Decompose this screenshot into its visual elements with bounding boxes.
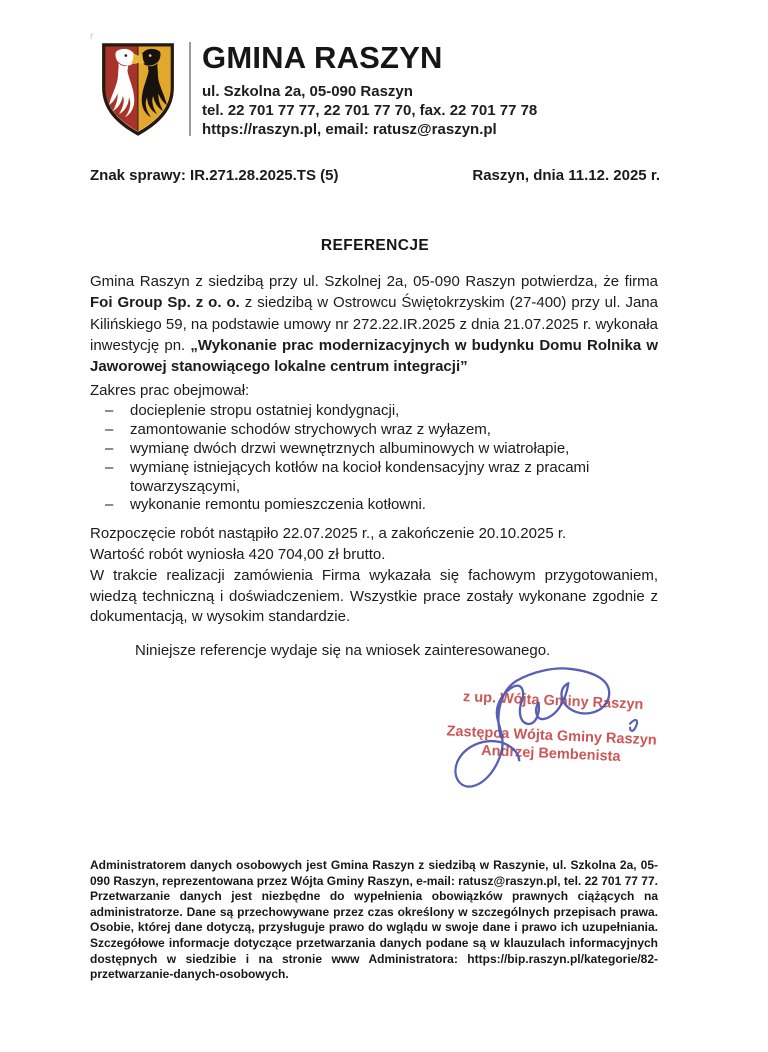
dates-line: Rozpoczęcie robót nastąpiło 22.07.2025 r., a zakończenie 20.10.2025 r.	[90, 525, 567, 543]
signature-ink-icon	[446, 659, 658, 801]
text-segment: „Wykonanie prac modernizacyjnych w budynku Domu Rolnika w Jaworowej stanowiącego lokalne centrum integracji”	[90, 336, 658, 376]
body-paragraph-1	[90, 271, 658, 377]
scope-list-item	[90, 421, 658, 440]
place-date: Raszyn, dnia 11.12. 2025 r.	[472, 167, 660, 184]
scan-artifact	[89, 32, 98, 41]
gmina-raszyn-crest-icon	[100, 40, 176, 138]
body-paragraph-2	[90, 524, 658, 628]
text-segment: Foi Group Sp. z o. o.	[90, 294, 240, 312]
stamp-line-1: z up. Wójta Gminy Raszyn	[462, 689, 644, 713]
list-item-text: wymianę dwóch drzwi wewnętrznych albuminowych w wiatrołapie,	[130, 440, 570, 458]
list-item-text: wymianę istniejących kotłów na kocioł kondensacyjny wraz z pracami towarzyszącymi,	[130, 458, 590, 495]
case-number-label: Znak sprawy:	[90, 167, 186, 184]
scope-intro: Zakres prac obejmował:	[90, 382, 250, 400]
stamp-line-3: Andrzej Bembenista	[480, 742, 621, 765]
letterhead	[100, 40, 537, 139]
list-item-text: zamontowanie schodów strychowych wraz z wyłazem,	[130, 421, 491, 439]
black-eagle-eye	[149, 54, 152, 57]
org-web-email: https://raszyn.pl, email: ratusz@raszyn.pl	[202, 120, 497, 138]
white-eagle-eye	[124, 54, 127, 57]
org-name: GMINA RASZYN	[202, 40, 443, 75]
issuance-line: Niniejsze referencje wydaje się na wniosek zainteresowanego.	[135, 642, 551, 660]
list-dash: –	[105, 440, 114, 458]
value-line: Wartość robót wyniosła 420 704,00 zł brutto.	[90, 546, 386, 564]
document-body	[90, 271, 658, 661]
meta-row	[90, 167, 660, 184]
list-dash: –	[105, 496, 114, 514]
text-segment: Gmina Raszyn z siedzibą przy ul. Szkolnej 2a, 05-090 Raszyn potwierdza, że firma	[90, 273, 658, 290]
signature-block	[438, 655, 670, 805]
scope-list-item	[90, 402, 658, 421]
org-phone: tel. 22 701 77 77, 22 701 77 70, fax. 22 701 77 78	[202, 101, 538, 119]
scope-list-item	[90, 496, 658, 515]
list-dash: –	[105, 421, 114, 439]
org-address: ul. Szkolna 2a, 05-090 Raszyn	[202, 82, 413, 100]
list-dash: –	[105, 458, 114, 476]
quality-paragraph: W trakcie realizacji zamówienia Firma wykazała się fachowym przygotowaniem, wiedzą techniczną i doświadczeniem. Wszystkie prace zostały wykonane zgodnie z dokumentacją, w wysokim standardzie.	[90, 566, 658, 626]
document-title: REFERENCJE	[320, 237, 430, 254]
stamp-line-2: Zastępca Wójta Gminy Raszyn	[446, 723, 658, 749]
list-item-text: wykonanie remontu pomieszczenia kotłowni.	[130, 496, 426, 514]
text-segment: z siedzibą w Ostrowcu Świętokrzyskim (27-400) przy ul. Jana Kilińskiego 59, na podstawie umowy nr 272.22.IR.2025 z dnia 21.07.2025 r. wykonała inwestycję pn.	[90, 294, 658, 354]
scope-list-item	[90, 459, 658, 497]
list-dash: –	[105, 402, 114, 420]
letterhead-divider	[189, 42, 191, 136]
scope-list	[90, 402, 658, 515]
case-number	[90, 167, 338, 184]
case-number-value: IR.271.28.2025.TS (5)	[190, 167, 339, 184]
scope-list-item	[90, 440, 658, 459]
privacy-footer: Administratorem danych osobowych jest Gmina Raszyn z siedzibą w Raszynie, ul. Szkolna 2a, 05-090 Raszyn, reprezentowana przez Wójta Gminy Raszyn, e-mail: ratusz@raszyn.pl, tel. 22 701 77 77. Przetwarzanie danych jest niezbędne do wypełnienia obowiązków prawnych ciążących na administratorze. Dane są przechowywane przez czas określony w szczególnych przepisach prawa. Osobie, której dane dotyczą, przysługuje prawo do wglądu w swoje dane i prawo ich uzupełniania. Szczegółowe informacje dotyczące przetwarzania danych podane są w klauzulach informacyjnych dostępnych w siedzibie i na stronie www Administratora: https://bip.raszyn.pl/kategorie/82-przetwarzanie-danych-osobowych.	[90, 858, 658, 982]
list-item-text: docieplenie stropu ostatniej kondygnacji,	[130, 402, 400, 420]
